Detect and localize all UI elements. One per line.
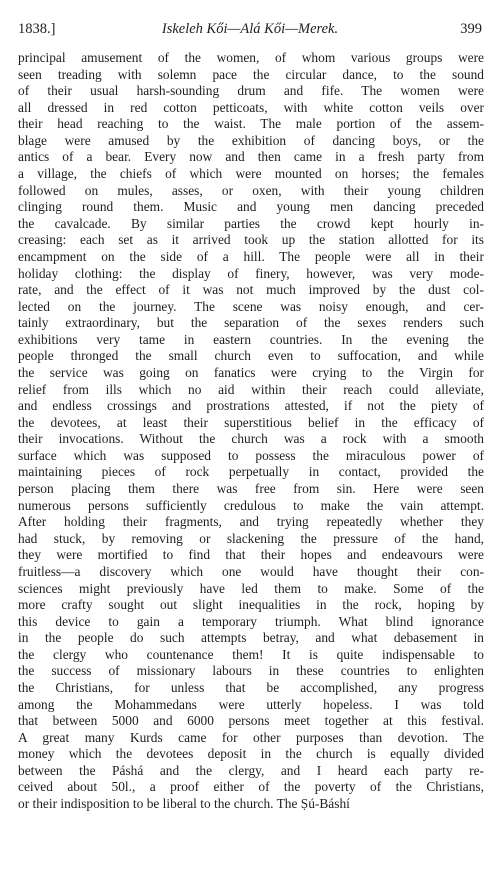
text-line: encampment on the side of a hill. The people were all in their (18, 248, 484, 264)
text-line: and endless crossings and prostrations attested, if not the piety of (18, 398, 484, 414)
text-line: among the Mohammedans were utterly hopeless. I was told (18, 696, 484, 712)
body-paragraph (18, 50, 484, 813)
text-line: principal amusement of the women, of whom various groups were (18, 50, 484, 65)
text-line: money which the devotees deposit in the church is equally divided (18, 746, 484, 762)
text-line: the clergy who countenance them! It is quite indispensable to (18, 646, 484, 662)
text-line: creasing: each set as it arrived took up the station allotted for its (18, 232, 484, 248)
header-title: Iskeleh Kői—Alá Kői—Merek. (161, 21, 339, 37)
text-line: their invocations. Without the church was a rock with a smooth (18, 431, 484, 447)
text-line: all dressed in red cotton petticoats, with white cotton veils over (18, 99, 484, 115)
text-line: maintaining pieces of rock perpetually in contact, provided the (18, 464, 484, 480)
text-line: ceived about 50l., a proof either of the poverty of the Christians, (18, 779, 484, 795)
page-number: 399 (460, 21, 482, 37)
text-line: the cavalcade. By similar parties the crowd kept hourly in- (18, 215, 484, 231)
text-line: that between 5000 and 6000 persons meet together at this festival. (18, 713, 484, 729)
text-line: sciences might previously have led them to make. Some of the (18, 580, 484, 596)
text-line: between the Páshá and the clergy, and I heard each party re- (18, 762, 484, 778)
text-line: fruitless—a discovery which one would have thought their con- (18, 563, 484, 579)
text-line: people thronged the small church even to suffocation, and while (18, 348, 484, 364)
text-line: holiday clothing: the display of finery, however, was very mode- (18, 265, 484, 281)
header-year: 1838.] (18, 21, 56, 37)
text-line: had stuck, by removing or slackening the pressure of the hand, (18, 530, 484, 546)
text-line: this device to gain a temporary triumph. What blind ignorance (18, 613, 484, 629)
text-line: blage were amused by the exhibition of dancing boys, or the (18, 132, 484, 148)
text-line: more crafty sought out slight inequalities in the rock, hoping by (18, 597, 484, 613)
text-line: lected on the journey. The scene was noisy enough, and cer- (18, 298, 484, 314)
text-line: exhibitions very tame in eastern countries. In the evening the (18, 331, 484, 347)
text-line: of their usual harsh-sounding drum and fife. The women were (18, 83, 484, 99)
text-line: antics of a bear. Every now and then came in a fresh party from (18, 149, 484, 165)
text-line: the success of missionary labours in these countries to enlighten (18, 663, 484, 679)
text-line: followed on mules, asses, or oxen, with their young children (18, 182, 484, 198)
text-line: surface which was supposed to possess the miraculous power of (18, 447, 484, 463)
text-line: they were mortified to find that their hopes and endeavours were (18, 547, 484, 563)
text-line: tainly extraordinary, but the separation of the sexes renders such (18, 315, 484, 331)
text-line: in the people do such attempts betray, and what debasement in (18, 630, 484, 646)
text-line: rate, and the effect of it was not much improved by the dust col- (18, 282, 484, 298)
text-line: or their indisposition to be liberal to the church. The Ṣú-Báshí (18, 796, 350, 812)
text-line: the devotees, at least their superstitious belief in the efficacy of (18, 414, 484, 430)
running-header (18, 18, 482, 40)
text-line: their head reaching to the waist. The male portion of the assem- (18, 116, 484, 132)
text-line: seen treading with solemn pace the circular dance, to the sound (18, 66, 484, 82)
text-line: numerous persons sufficiently credulous to make the vain attempt. (18, 497, 484, 513)
text-line: A great many Kurds came for other purposes than devotion. The (18, 729, 484, 745)
text-line: person placing them there was free from sin. Here were seen (18, 481, 484, 497)
text-line: the service was going on fanatics were crying to the Virgin for (18, 364, 484, 380)
text-line: the Christians, for unless that be accomplished, any progress (18, 679, 484, 695)
text-line: relief from ills which no aid within their reach could alleviate, (18, 381, 484, 397)
text-line: clinging round them. Music and young men dancing preceded (18, 199, 484, 215)
text-line: a village, the chiefs of which were mounted on horses; the females (18, 166, 484, 182)
text-line: After holding their fragments, and trying repeatedly whether they (18, 514, 484, 530)
